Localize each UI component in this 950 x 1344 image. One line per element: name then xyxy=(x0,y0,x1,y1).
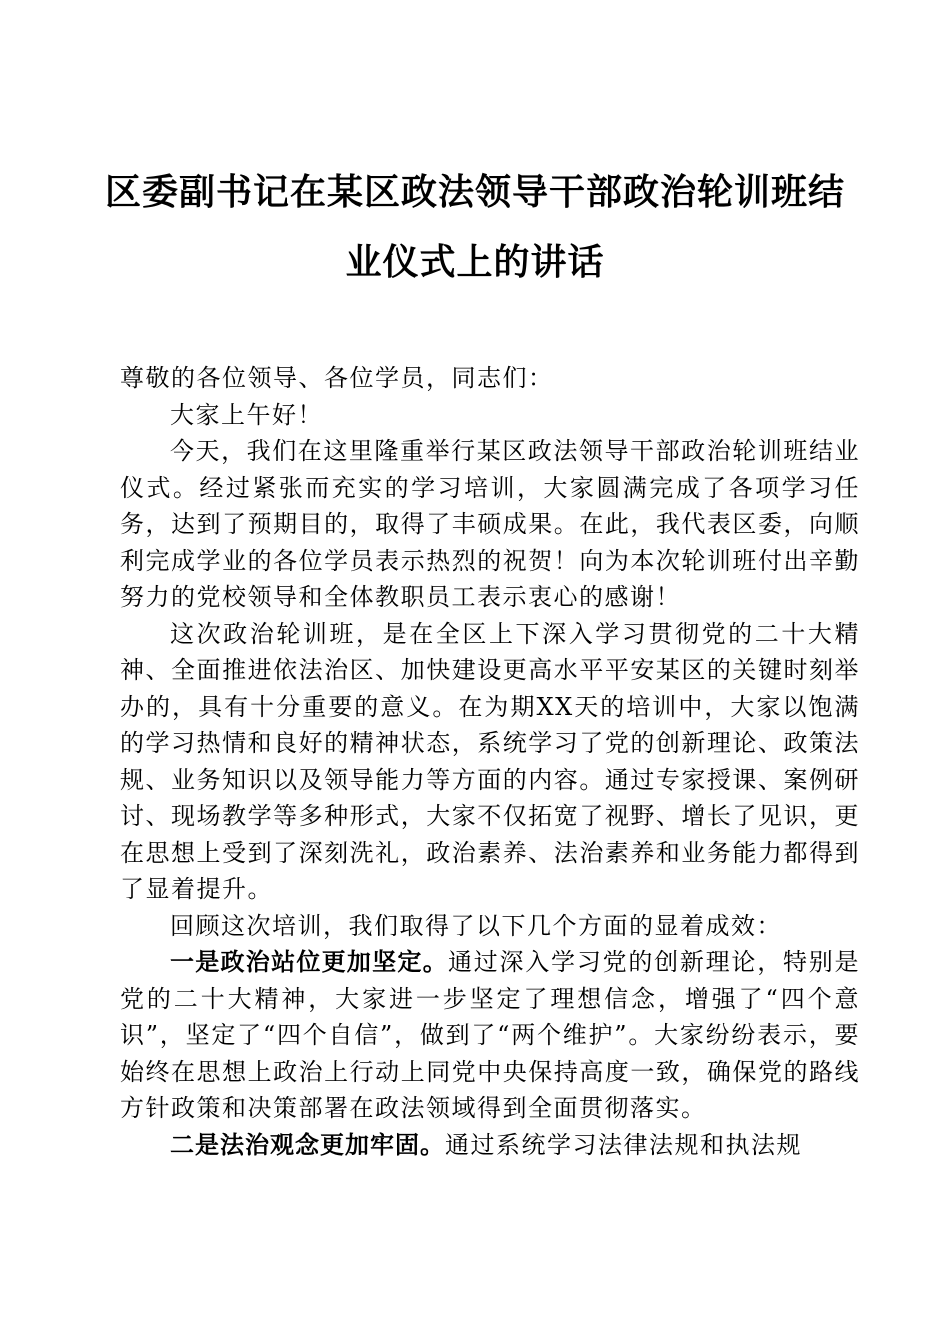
document-title-line-2: 业仪式上的讲话 xyxy=(345,241,605,283)
paragraph-opening: 今天，我们在这里隆重举行某区政法领导干部政治轮训班结业仪式。经过紧张而充实的学习培训，大家圆满完成了各项学习任务，达到了预期目的，取得了丰硕成果。在此，我代表区委，向顺利完成学业的各位学员表示热烈的祝贺！向为本次轮训班付出辛勤努力的党校领导和全体教职员工表示衷心的感谢！ xyxy=(120,437,860,611)
point-two xyxy=(120,1127,860,1164)
point-one xyxy=(120,944,860,1127)
point-one-text: 通过深入学习党的创新理论，特别是党的二十大精神，大家进一步坚定了理想信念，增强了“四个意识”，坚定了“四个自信”，做到了“两个维护”。大家纷纷表示，要始终在思想上政治上行动上同党中央保持高度一致，确保党的路线方针政策和决策部署在政法领域得到全面贯彻落实。 xyxy=(120,948,861,1122)
paragraph-background: 这次政治轮训班，是在全区上下深入学习贯彻党的二十大精神、全面推进依法治区、加快建设更高水平平安某区的关键时刻举办的，具有十分重要的意义。在为期XX天的培训中，大家以饱满的学习热情和良好的精神状态，系统学习了党的创新理论、政策法规、业务知识以及领导能力等方面的内容。通过专家授课、案例研讨、现场教学等多种形式，大家不仅拓宽了视野、增长了见识，更在思想上受到了深刻洗礼，政治素养、法治素养和业务能力都得到了显着提升。 xyxy=(120,619,860,903)
salutation: 尊敬的各位领导、各位学员，同志们： xyxy=(120,364,554,392)
document-body xyxy=(120,360,860,1163)
point-two-text: 通过系统学习法律法规和执法规 xyxy=(445,1130,802,1159)
paragraph-review: 回顾这次培训，我们取得了以下几个方面的显着成效： xyxy=(170,911,782,940)
point-two-heading: 二是法治观念更加牢固。 xyxy=(170,1129,445,1159)
greeting: 大家上午好！ xyxy=(170,400,323,429)
document-title-line-1: 区委副书记在某区政法领导干部政治轮训班结 xyxy=(104,171,845,213)
point-one-heading: 一是政治站位更加坚定。 xyxy=(170,947,448,976)
